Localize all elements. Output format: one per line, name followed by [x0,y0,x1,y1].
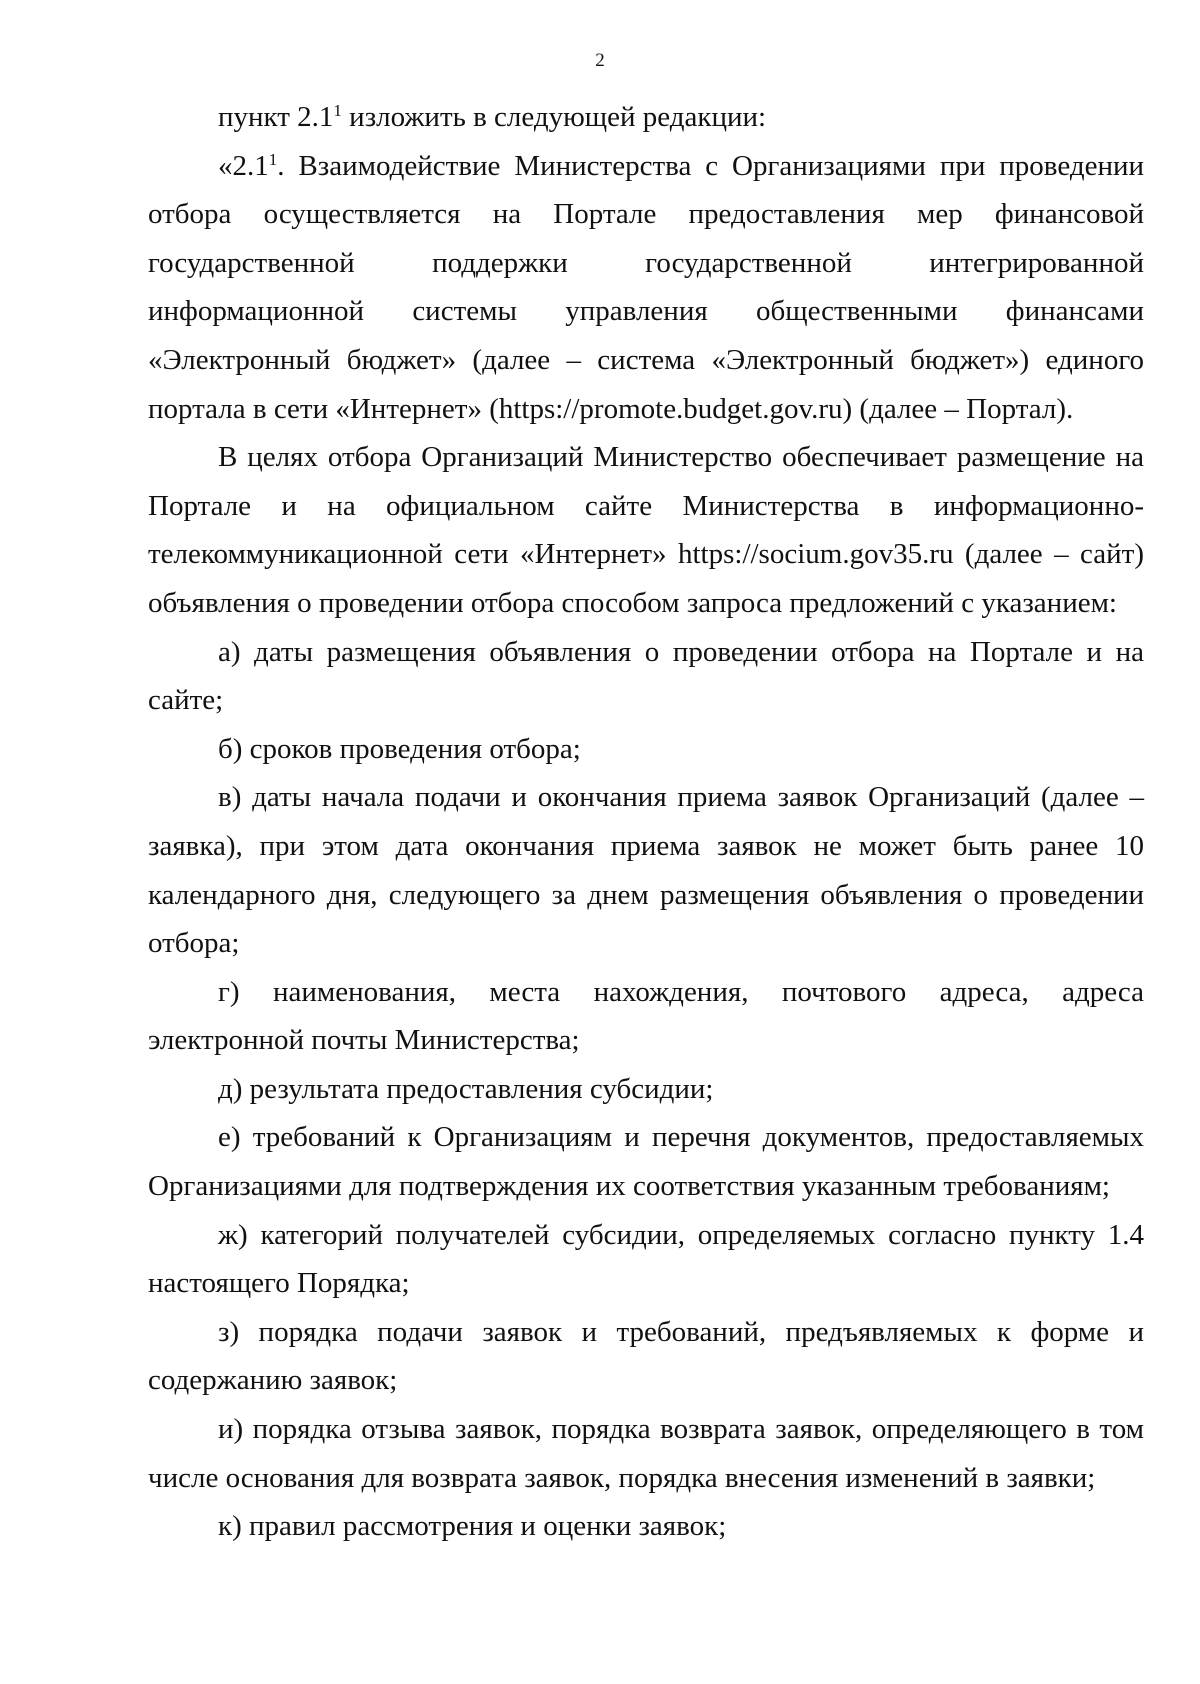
list-item-a: а) даты размещения объявления о проведении отбора на Портале и на сайте; [148,635,1144,717]
clause-2-1-1: «$2.1^1$. Взаимодействие Министерства с Организациями при проведении отбора осуществляется на Портале предоставления мер финансовой государственной поддержки государственной интегрированной информационной системы управления общественными финансами «Электронный бюджет» (далее – система «Электронный бюджет») единого портала в сети «Интернет» (https://promote.budget.gov.ru) (далее – Портал). [148,149,1144,425]
list-item-v: в) даты начала подачи и окончания приема заявок Организаций (далее – заявка), при этом дата окончания приема заявок не может быть ранее 10 календарного дня, следующего за днем размещения объявления о проведении отбора; [148,781,1144,960]
intro-line: пункт $2.1^1$ изложить в следующей редакции: [218,101,767,133]
list-item-k: к) правил рассмотрения и оценки заявок; [218,1510,727,1543]
list-item-b: б) сроков проведения отбора; [218,732,581,765]
list-item-e: е) требований к Организациям и перечня документов, предоставляемых Организациями для подтверждения их соответствия указанным требованиям; [148,1121,1144,1203]
list-item-g: г) наименования, места нахождения, почтового адреса, адреса электронной почты Министерства; [148,975,1144,1057]
list-item-i: и) порядка отзыва заявок, порядка возврата заявок, определяющего в том числе основания для возврата заявок, порядка внесения изменений в заявки; [148,1413,1144,1494]
paragraph-announcement: В целях отбора Организаций Министерство обеспечивает размещение на Портале и на официальном сайте Министерства в информационно-телекоммуникационной сети «Интернет» https://socium.gov35.ru (далее – сайт) объявления о проведении отбора способом запроса предложений с указанием: [148,441,1144,619]
document-body [148,93,1144,1551]
list-item-zh: ж) категорий получателей субсидии, определяемых согласно пункту 1.4 настоящего Порядка; [148,1218,1144,1300]
page-number: 2 [595,50,605,71]
list-item-d: д) результата предоставления субсидии; [218,1072,714,1105]
list-item-z: з) порядка подачи заявок и требований, предъявляемых к форме и содержанию заявок; [148,1315,1144,1397]
